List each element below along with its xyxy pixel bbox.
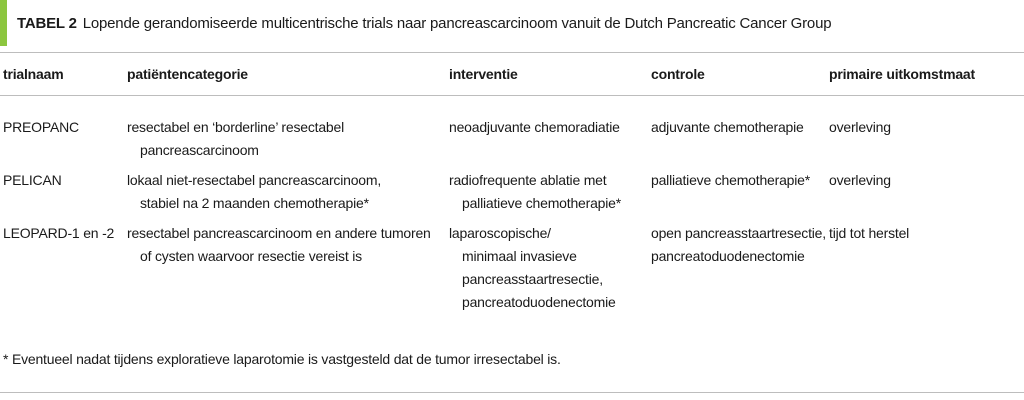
- column-header-patientencategorie: patiëntencategorie: [127, 66, 248, 82]
- table-title: Lopende gerandomiseerde multicentrische trials naar pancreascarcinoom vanuit de Dutch Pancreatic Cancer Group: [82, 14, 832, 32]
- cell-line: neoadjuvante chemoradiatie: [449, 119, 620, 135]
- cell-uitkomst: [829, 169, 891, 192]
- cell-line: open pancreasstaartresectie,: [651, 225, 826, 241]
- cell-interventie: [449, 116, 620, 139]
- column-header-trialnaam: trialnaam: [3, 66, 64, 82]
- trial-name: PELICAN: [3, 172, 62, 188]
- column-header-interventie: interventie: [449, 66, 518, 82]
- cell-line: minimaal invasieve: [462, 248, 577, 264]
- column-header-primaire-uitkomstmaat: primaire uitkomstmaat: [829, 66, 975, 82]
- cell-patientencategorie: [127, 116, 344, 162]
- cell-line: overleving: [829, 172, 891, 188]
- cell-controle: [651, 116, 804, 139]
- cell-line: laparoscopische/: [449, 225, 551, 241]
- cell-line: palliatieve chemotherapie*: [651, 172, 811, 188]
- cell-line: stabiel na 2 maanden chemotherapie*: [140, 195, 369, 211]
- cell-line: pancreascarcinoom: [140, 142, 259, 158]
- cell-trialnaam: [3, 116, 79, 139]
- cell-line: adjuvante chemotherapie: [651, 119, 804, 135]
- cell-line: palliatieve chemotherapie*: [462, 195, 622, 211]
- table-bottom-rule: [0, 392, 1024, 393]
- cell-patientencategorie: [127, 222, 431, 268]
- cell-patientencategorie: [127, 169, 381, 215]
- cell-line: pancreatoduodenectomie: [651, 248, 805, 264]
- header-bottom-rule: [0, 95, 1024, 96]
- cell-line: resectabel pancreascarcinoom en andere tumoren: [127, 225, 431, 241]
- table-label: TABEL 2: [17, 14, 77, 32]
- cell-interventie: [449, 222, 616, 314]
- cell-line: radiofrequente ablatie met: [449, 172, 607, 188]
- cell-controle: [651, 222, 826, 268]
- cell-uitkomst: [829, 222, 909, 245]
- cell-controle: [651, 169, 810, 192]
- cell-line: lokaal niet-resectabel pancreascarcinoom,: [127, 172, 382, 188]
- cell-uitkomst: [829, 116, 891, 139]
- cell-line: pancreatoduodenectomie: [462, 294, 616, 310]
- cell-interventie: [449, 169, 621, 215]
- header-top-rule: [0, 52, 1024, 53]
- cell-line: overleving: [829, 119, 891, 135]
- cell-trialnaam: [3, 169, 62, 192]
- trial-name: PREOPANC: [3, 119, 79, 135]
- column-header-controle: controle: [651, 66, 705, 82]
- cell-line: of cysten waarvoor resectie vereist is: [140, 248, 362, 264]
- cell-trialnaam: [3, 222, 114, 245]
- cell-line: tijd tot herstel: [829, 225, 910, 241]
- table-title-bar: [0, 0, 1024, 46]
- cell-line: pancreasstaartresectie,: [462, 271, 603, 287]
- cell-line: resectabel en ‘borderline’ resectabel: [127, 119, 344, 135]
- trial-name: LEOPARD-1 en -2: [3, 225, 115, 241]
- table-footnote: * Eventueel nadat tijdens exploratieve laparotomie is vastgesteld dat de tumor irresectabel is.: [3, 351, 561, 367]
